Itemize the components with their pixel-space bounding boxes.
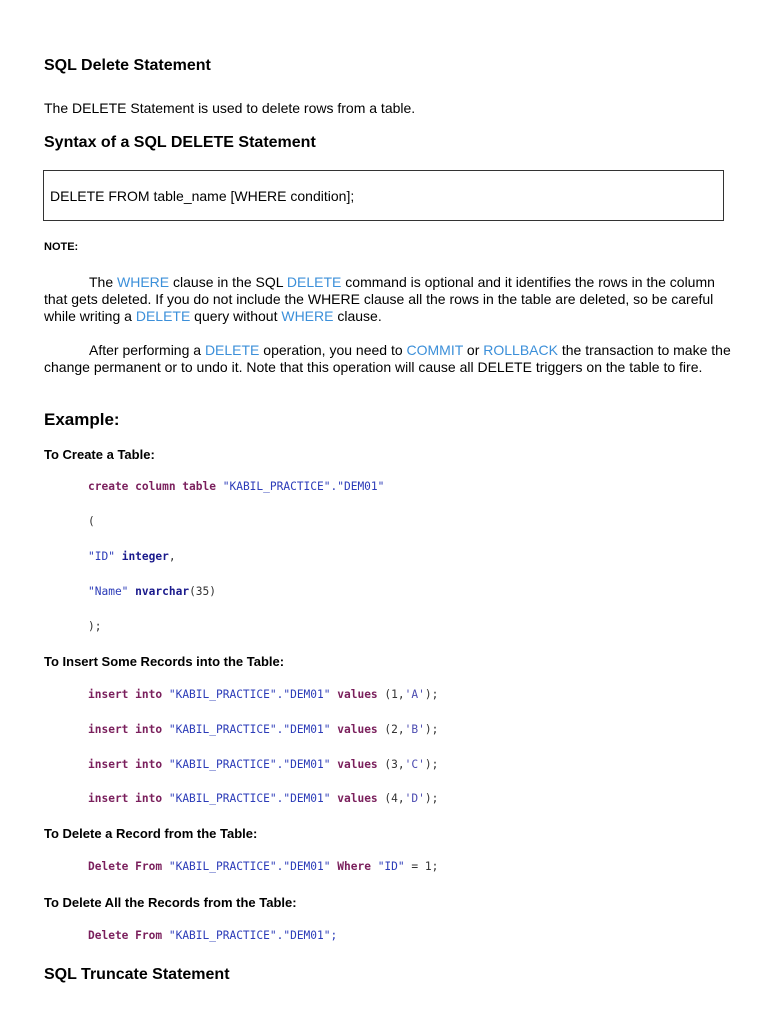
commit-keyword: COMMIT [406,342,464,358]
where-keyword: WHERE [281,308,334,324]
code-keyword: insert into [88,758,163,771]
code-punct: ); [424,792,439,805]
syntax-code: DELETE FROM table_name [WHERE condition]; [50,188,355,204]
code-line [88,550,176,563]
delete-record-label: To Delete a Record from the Table: [44,826,258,841]
code-punct: ); [424,758,439,771]
where-clause-paragraph [44,274,734,325]
code-punct: , [168,550,176,563]
code-line [88,480,384,493]
code-string: "KABIL_PRACTICE"."DEM01" [168,723,331,736]
code-type: nvarchar [135,585,190,598]
code-punct: ); [424,723,439,736]
code-punct: = 1; [411,860,439,873]
code-type: integer [121,550,169,563]
heading-sql-truncate: SQL Truncate Statement [44,966,230,983]
code-string: "KABIL_PRACTICE"."DEM01" [222,480,385,493]
code-string: "ID" [88,550,115,563]
code-string: "KABIL_PRACTICE"."DEM01" [168,688,331,701]
create-table-label: To Create a Table: [44,447,155,462]
delete-keyword: DELETE [204,342,260,358]
delete-all-label: To Delete All the Records from the Table: [44,895,297,910]
code-number: (2, [384,723,405,736]
para2-text-2: operation, you need to [259,342,407,358]
code-string: "KABIL_PRACTICE"."DEM01" [168,792,331,805]
heading-syntax: Syntax of a SQL DELETE Statement [44,134,316,151]
code-punct: ); [424,688,439,701]
para2-text-1: After performing a [89,342,205,358]
code-keyword: Delete From [88,860,163,873]
code-punct: (35) [189,585,217,598]
code-char: 'B' [404,723,425,736]
code-string: "KABIL_PRACTICE"."DEM01" [168,758,331,771]
code-keyword: Where [337,860,371,873]
delete-keyword: DELETE [286,274,342,290]
rollback-keyword: ROLLBACK [483,342,558,358]
heading-sql-delete: SQL Delete Statement [44,57,211,74]
code-string: "KABIL_PRACTICE"."DEM01" [168,860,331,873]
insert-records-label: To Insert Some Records into the Table: [44,654,285,669]
para1-text-1: The [89,274,118,290]
para1-text-4: query without [190,308,282,324]
code-line [88,758,438,771]
code-number: (3, [384,758,405,771]
syntax-box [43,170,724,221]
para1-text-3: command is optional and it identifies the rows in the column that gets deleted. If you do not include the WHERE clause all the rows in the table are deleted, so be careful while writing a [44,274,715,324]
code-number: (4, [384,792,405,805]
code-keyword: Delete From [88,929,163,942]
para2-text-3: or [463,342,484,358]
code-line [88,585,216,598]
code-keyword: values [337,688,378,701]
code-line [88,929,337,942]
code-keyword: values [337,758,378,771]
code-keyword: values [337,792,378,805]
code-keyword: values [337,723,378,736]
code-char: 'A' [404,688,425,701]
code-line: ); [88,620,102,633]
code-string: "ID" [377,860,405,873]
code-char: 'D' [404,792,425,805]
code-keyword: insert into [88,792,163,805]
para1-text-2: clause in the SQL [169,274,287,290]
code-line: ( [88,515,95,528]
code-line [88,688,438,701]
code-keyword: insert into [88,723,163,736]
commit-rollback-paragraph [44,342,734,376]
note-label: NOTE: [44,241,79,253]
delete-keyword: DELETE [135,308,191,324]
code-char: 'C' [404,758,425,771]
code-line [88,723,438,736]
code-string: "KABIL_PRACTICE"."DEM01"; [168,929,338,942]
para2-text-4: the transaction to make the change permanent or to undo it. Note that this operation will cause all DELETE triggers on the table to fire. [44,342,731,375]
where-keyword: WHERE [117,274,170,290]
code-keyword: insert into [88,688,163,701]
code-line [88,792,438,805]
para1-text-5: clause. [333,308,382,324]
code-line [88,860,438,873]
intro-text: The DELETE Statement is used to delete rows from a table. [44,100,416,116]
heading-example: Example: [44,410,120,429]
code-string: "Name" [88,585,129,598]
code-number: (1, [384,688,405,701]
code-keyword: create column table [88,480,216,493]
